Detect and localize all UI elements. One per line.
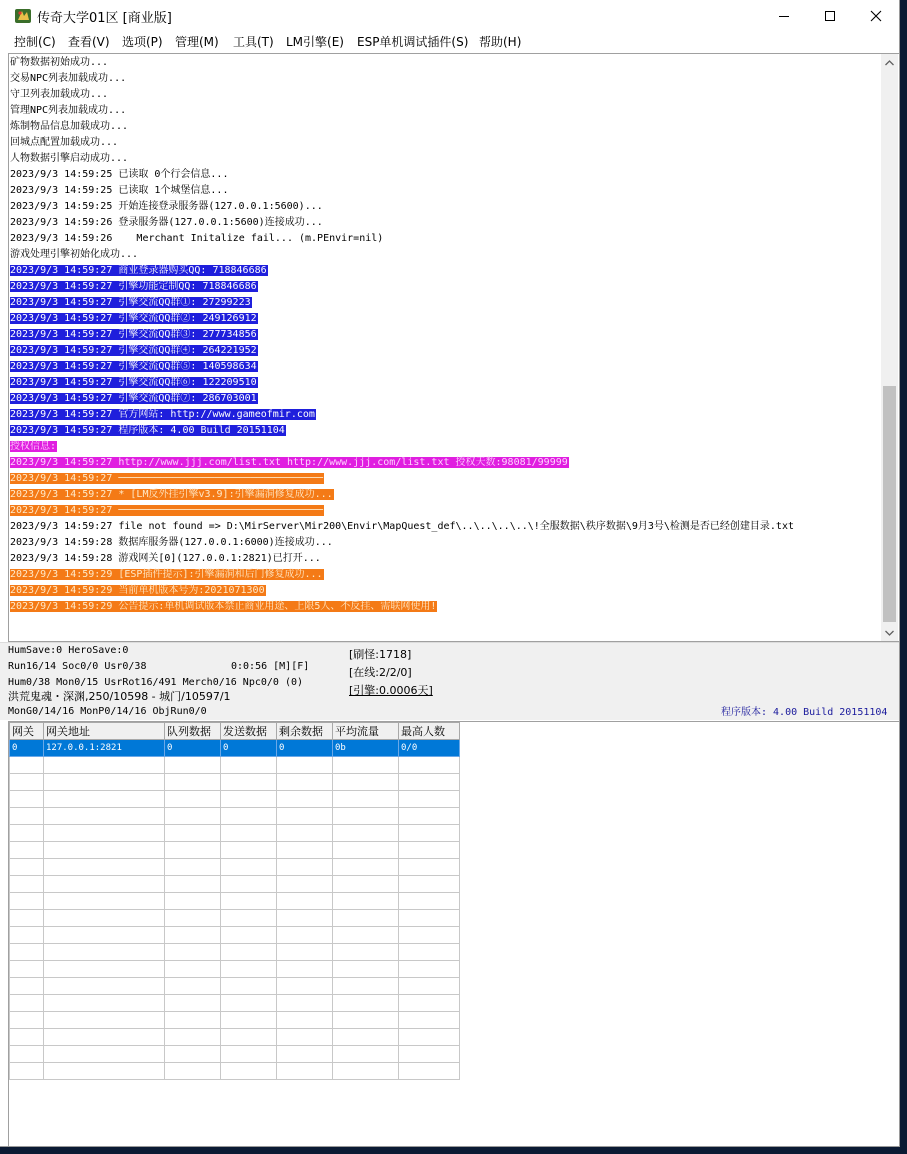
table-cell xyxy=(277,944,333,961)
status-online: [在线:2/2/0] xyxy=(349,666,412,679)
table-cell xyxy=(44,791,165,808)
table-cell xyxy=(221,1046,277,1063)
table-cell xyxy=(44,1063,165,1080)
log-line-text: 2023/9/3 14:59:29 公告提示:单机调试版本禁止商业用途、上限5人、不反挂、需联网使用! xyxy=(10,601,437,612)
log-line xyxy=(10,503,881,519)
table-cell xyxy=(221,995,277,1012)
log-line-text: 2023/9/3 14:59:27 引擎交流QQ群①: 27299223 xyxy=(10,297,251,308)
menu-control[interactable]: 控制(C) xyxy=(14,35,56,49)
table-cell xyxy=(10,842,44,859)
menu-manage[interactable]: 管理(M) xyxy=(175,35,219,49)
menu-tools[interactable]: 工具(T) xyxy=(233,35,274,49)
log-line-text: 2023/9/3 14:59:27 引擎交流QQ群④: 264221952 xyxy=(10,345,257,356)
table-cell xyxy=(399,1046,460,1063)
table-cell xyxy=(221,1029,277,1046)
minimize-button[interactable] xyxy=(761,0,807,31)
table-cell xyxy=(399,927,460,944)
table-cell xyxy=(333,1063,399,1080)
table-cell xyxy=(44,995,165,1012)
table-cell xyxy=(44,757,165,774)
table-cell xyxy=(44,910,165,927)
log-line xyxy=(10,87,881,103)
table-cell xyxy=(165,1029,221,1046)
log-line xyxy=(10,55,881,71)
log-line-text: 2023/9/3 14:59:27 商业登录器购买QQ: 718846686 xyxy=(10,265,267,276)
log-line-text: 2023/9/3 14:59:27 引擎交流QQ群③: 277734856 xyxy=(10,329,257,340)
app-icon xyxy=(14,7,32,25)
table-cell xyxy=(165,774,221,791)
table-cell xyxy=(221,1063,277,1080)
table-cell xyxy=(399,774,460,791)
table-cell xyxy=(333,757,399,774)
chevron-up-icon xyxy=(885,60,894,66)
table-cell xyxy=(165,791,221,808)
table-row-empty[interactable] xyxy=(10,944,460,961)
table-cell xyxy=(221,774,277,791)
table-cell xyxy=(44,978,165,995)
table-cell: 0 xyxy=(165,740,221,757)
table-cell xyxy=(399,859,460,876)
table-cell xyxy=(44,774,165,791)
table-cell xyxy=(333,876,399,893)
log-line-text: 炼制物品信息加载成功... xyxy=(10,121,129,132)
table-cell xyxy=(221,978,277,995)
log-line xyxy=(10,231,881,247)
table-cell xyxy=(333,944,399,961)
table-cell xyxy=(221,876,277,893)
table-row-empty[interactable] xyxy=(10,1012,460,1029)
log-line xyxy=(10,519,881,535)
log-line xyxy=(10,535,881,551)
table-cell xyxy=(277,757,333,774)
table-cell xyxy=(399,842,460,859)
table-cell xyxy=(277,1012,333,1029)
status-refresh: [刷怪:1718] xyxy=(349,648,412,661)
table-cell xyxy=(10,1012,44,1029)
table-cell xyxy=(165,927,221,944)
table-row-empty[interactable] xyxy=(10,961,460,978)
table-cell xyxy=(333,859,399,876)
table-cell xyxy=(221,791,277,808)
log-line-text: 2023/9/3 14:59:25 已读取 1个城堡信息... xyxy=(10,185,229,196)
table-cell xyxy=(333,893,399,910)
log-line xyxy=(10,375,881,391)
table-cell xyxy=(277,876,333,893)
log-line-text: 2023/9/3 14:59:27 程序版本: 4.00 Build 20151104 xyxy=(10,425,285,436)
minimize-icon xyxy=(778,10,790,22)
table-cell xyxy=(44,1046,165,1063)
log-line-text: 守卫列表加载成功... xyxy=(10,89,109,100)
table-row[interactable] xyxy=(10,740,460,757)
table-cell xyxy=(399,808,460,825)
log-line xyxy=(10,71,881,87)
table-cell xyxy=(44,893,165,910)
table-cell xyxy=(399,910,460,927)
log-line-text: 2023/9/3 14:59:28 游戏网关[0](127.0.0.1:2821)已打开... xyxy=(10,553,321,564)
table-cell xyxy=(399,944,460,961)
table-cell xyxy=(44,825,165,842)
log-line-text: 2023/9/3 14:59:27 引擎交流QQ群⑤: 140598634 xyxy=(10,361,257,372)
table-cell xyxy=(10,910,44,927)
table-cell xyxy=(277,995,333,1012)
log-line-text: 2023/9/3 14:59:27 * [LM反外挂引擎v3.9]:引擎漏洞修复成功... xyxy=(10,489,333,500)
log-line-text: 交易NPC列表加载成功... xyxy=(10,73,127,84)
table-cell xyxy=(399,825,460,842)
table-cell xyxy=(333,927,399,944)
log-line xyxy=(10,471,881,487)
table-cell xyxy=(44,961,165,978)
log-line-text: 管理NPC列表加载成功... xyxy=(10,105,127,116)
table-cell xyxy=(10,927,44,944)
log-line xyxy=(10,455,881,471)
log-line xyxy=(10,199,881,215)
table-cell xyxy=(221,1012,277,1029)
table-cell xyxy=(333,842,399,859)
log-line-text: 2023/9/3 14:59:26 登录服务器(127.0.0.1:5600)连接成功... xyxy=(10,217,323,228)
log-line-text: 2023/9/3 14:59:26 Merchant Initalize fail... (m.PEnvir=nil) xyxy=(10,233,384,244)
table-cell xyxy=(44,808,165,825)
status-run: Run16/14 Soc0/0 Usr0/38 xyxy=(8,661,147,672)
table-cell xyxy=(399,1029,460,1046)
table-row-empty[interactable] xyxy=(10,791,460,808)
table-cell xyxy=(277,825,333,842)
log-line-text: 2023/9/3 14:59:27 引擎交流QQ群⑦: 286703001 xyxy=(10,393,257,404)
status-panel xyxy=(0,642,899,720)
table-cell xyxy=(10,1029,44,1046)
table-cell xyxy=(399,791,460,808)
scroll-down-button[interactable] xyxy=(881,624,898,641)
window-title: 传奇大学01区 [商业版] xyxy=(37,11,172,26)
table-cell xyxy=(44,859,165,876)
table-cell xyxy=(333,774,399,791)
table-cell xyxy=(221,808,277,825)
table-cell xyxy=(333,1012,399,1029)
table-cell: 0 xyxy=(10,740,44,757)
table-row-empty[interactable] xyxy=(10,1046,460,1063)
log-line xyxy=(10,343,881,359)
log-line xyxy=(10,551,881,567)
grid-header-cell[interactable]: 平均流量 xyxy=(333,723,399,740)
table-cell xyxy=(165,825,221,842)
log-line xyxy=(10,439,881,455)
log-line-text: 2023/9/3 14:59:29 当前单机版本号为:2021071300 xyxy=(10,585,265,596)
table-cell xyxy=(221,910,277,927)
table-row-empty[interactable] xyxy=(10,978,460,995)
log-line-text: 2023/9/3 14:59:27 引擎功能定制QQ: 718846686 xyxy=(10,281,257,292)
log-line xyxy=(10,103,881,119)
table-cell xyxy=(221,927,277,944)
table-row-empty[interactable] xyxy=(10,1029,460,1046)
table-cell xyxy=(277,893,333,910)
table-cell xyxy=(277,910,333,927)
log-line xyxy=(10,583,881,599)
table-cell xyxy=(10,825,44,842)
table-cell xyxy=(277,961,333,978)
table-cell xyxy=(333,1046,399,1063)
table-cell xyxy=(277,978,333,995)
menu-bar xyxy=(0,31,899,51)
grid-header-cell[interactable]: 队列数据 xyxy=(165,723,221,740)
table-cell xyxy=(44,842,165,859)
status-save: HumSave:0 HeroSave:0 xyxy=(8,645,129,656)
table-cell xyxy=(221,944,277,961)
log-line-text: 2023/9/3 14:59:27 ────────────────────────────────── xyxy=(10,473,324,484)
table-row-empty[interactable] xyxy=(10,774,460,791)
log-line xyxy=(10,135,881,151)
table-cell xyxy=(333,825,399,842)
log-line-text: 矿物数据初始成功... xyxy=(10,57,109,68)
table-cell xyxy=(165,808,221,825)
log-line-text: 2023/9/3 14:59:27 ────────────────────────────────── xyxy=(10,505,324,516)
log-line-text: 游戏处理引擎初始化成功... xyxy=(10,249,139,260)
table-cell xyxy=(10,944,44,961)
table-row-empty[interactable] xyxy=(10,876,460,893)
menu-help[interactable]: 帮助(H) xyxy=(479,35,522,49)
log-line-text: 2023/9/3 14:59:27 引擎交流QQ群⑥: 122209510 xyxy=(10,377,257,388)
log-line xyxy=(10,183,881,199)
table-cell xyxy=(165,1063,221,1080)
table-cell xyxy=(165,1046,221,1063)
table-cell xyxy=(277,1046,333,1063)
grid-header-cell[interactable]: 最高人数 xyxy=(399,723,460,740)
table-cell xyxy=(10,1046,44,1063)
table-cell xyxy=(165,910,221,927)
table-cell xyxy=(10,876,44,893)
log-line-text: 2023/9/3 14:59:29 [ESP插件提示]:引擎漏洞和后门修复成功... xyxy=(10,569,323,580)
grid-header-row xyxy=(10,723,460,740)
log-line-text: 2023/9/3 14:59:28 数据库服务器(127.0.0.1:6000)连接成功... xyxy=(10,537,333,548)
scroll-thumb[interactable] xyxy=(883,386,896,622)
log-line xyxy=(10,391,881,407)
log-line xyxy=(10,295,881,311)
table-cell xyxy=(165,1012,221,1029)
table-cell: 0 xyxy=(277,740,333,757)
log-line xyxy=(10,167,881,183)
table-cell xyxy=(165,859,221,876)
table-cell xyxy=(44,876,165,893)
table-cell xyxy=(165,876,221,893)
log-line xyxy=(10,327,881,343)
table-cell xyxy=(44,1012,165,1029)
table-cell: 0/0 xyxy=(399,740,460,757)
table-cell xyxy=(165,893,221,910)
log-line xyxy=(10,215,881,231)
table-cell xyxy=(333,1029,399,1046)
table-cell xyxy=(277,927,333,944)
status-monster: 洪荒鬼魂・深渊,250/10598 - 城门/10597/1 xyxy=(8,690,231,703)
log-line-text: 2023/9/3 14:59:27 引擎交流QQ群②: 249126912 xyxy=(10,313,257,324)
log-line-text: 2023/9/3 14:59:25 已读取 0个行会信息... xyxy=(10,169,229,180)
log-line-text: 2023/9/3 14:59:27 file not found => D:\MirServer\Mir200\Envir\MapQuest_def\..\..\..\..\!全服数据\秩序数据\9月3号\检测是否已经创建目录.txt xyxy=(10,521,794,532)
log-line xyxy=(10,311,881,327)
log-line xyxy=(10,407,881,423)
table-row-empty[interactable] xyxy=(10,825,460,842)
table-cell xyxy=(165,961,221,978)
menu-esp-plugin[interactable]: ESP单机调试插件(S) xyxy=(357,35,469,49)
table-cell xyxy=(44,927,165,944)
chevron-down-icon xyxy=(885,630,894,636)
version-label: 程序版本: 4.00 Build 20151104 xyxy=(721,707,888,718)
grid-header-cell[interactable]: 剩余数据 xyxy=(277,723,333,740)
log-line xyxy=(10,119,881,135)
table-cell: 127.0.0.1:2821 xyxy=(44,740,165,757)
status-timer: 0:0:56 [M][F] xyxy=(231,661,310,672)
table-cell xyxy=(10,978,44,995)
table-cell xyxy=(10,961,44,978)
gateway-grid[interactable] xyxy=(8,721,900,1147)
table-row-empty[interactable] xyxy=(10,757,460,774)
grid-header-cell[interactable]: 发送数据 xyxy=(221,723,277,740)
table-cell xyxy=(399,961,460,978)
table-cell xyxy=(10,893,44,910)
table-cell xyxy=(277,859,333,876)
log-line xyxy=(10,247,881,263)
log-line xyxy=(10,279,881,295)
table-cell xyxy=(333,961,399,978)
table-cell xyxy=(10,995,44,1012)
table-cell xyxy=(10,791,44,808)
log-line xyxy=(10,359,881,375)
maximize-button[interactable] xyxy=(807,0,853,31)
grid-header-cell[interactable]: 网关 xyxy=(10,723,44,740)
table-cell xyxy=(221,842,277,859)
table-row-empty[interactable] xyxy=(10,1063,460,1080)
table-cell xyxy=(165,944,221,961)
log-scrollbar[interactable] xyxy=(881,54,898,641)
log-line-text: 人物数据引擎启动成功... xyxy=(10,153,129,164)
log-memo[interactable] xyxy=(8,53,900,642)
table-cell xyxy=(165,995,221,1012)
log-line xyxy=(10,423,881,439)
log-line-text: 2023/9/3 14:59:27 官方网站: http://www.gameofmir.com xyxy=(10,409,315,420)
status-engine[interactable]: [引擎:0.0006天] xyxy=(349,684,433,697)
status-counts: Hum0/38 Mon0/15 UsrRot16/491 Merch0/16 Npc0/0 (0) xyxy=(8,677,304,688)
table-cell xyxy=(277,791,333,808)
log-line xyxy=(10,263,881,279)
close-button[interactable] xyxy=(853,0,899,31)
table-cell xyxy=(44,1029,165,1046)
table-cell xyxy=(277,1063,333,1080)
table-cell xyxy=(10,757,44,774)
table-cell xyxy=(333,910,399,927)
log-line-text: 2023/9/3 14:59:25 开始连接登录服务器(127.0.0.1:5600)... xyxy=(10,201,323,212)
table-cell xyxy=(10,859,44,876)
table-cell xyxy=(277,808,333,825)
log-line-text: 授权信息: xyxy=(10,441,57,452)
table-cell xyxy=(333,791,399,808)
table-cell xyxy=(221,825,277,842)
table-cell xyxy=(165,842,221,859)
log-line xyxy=(10,567,881,583)
table-row-empty[interactable] xyxy=(10,859,460,876)
menu-view[interactable]: 查看(V) xyxy=(68,35,110,49)
table-row-empty[interactable] xyxy=(10,995,460,1012)
log-line xyxy=(10,151,881,167)
log-line-text: 回城点配置加载成功... xyxy=(10,137,119,148)
table-cell xyxy=(399,876,460,893)
table-row-empty[interactable] xyxy=(10,927,460,944)
table-cell: 0b xyxy=(333,740,399,757)
table-row-empty[interactable] xyxy=(10,842,460,859)
log-line xyxy=(10,487,881,503)
gateway-table xyxy=(9,722,460,1080)
scroll-up-button[interactable] xyxy=(881,54,898,71)
table-cell xyxy=(10,1063,44,1080)
log-line-text: 2023/9/3 14:59:27 http://www.jjj.com/list.txt http://www.jjj.com/list.txt 授权天数:98081/99999 xyxy=(10,457,568,468)
menu-lm-engine[interactable]: LM引擎(E) xyxy=(286,35,344,49)
table-cell xyxy=(10,774,44,791)
table-cell xyxy=(221,961,277,978)
table-cell xyxy=(221,757,277,774)
table-row-empty[interactable] xyxy=(10,893,460,910)
table-row-empty[interactable] xyxy=(10,910,460,927)
menu-options[interactable]: 选项(P) xyxy=(122,35,163,49)
table-cell xyxy=(333,995,399,1012)
table-cell xyxy=(399,1063,460,1080)
table-row-empty[interactable] xyxy=(10,808,460,825)
table-cell xyxy=(165,757,221,774)
table-cell xyxy=(221,859,277,876)
table-cell xyxy=(44,944,165,961)
close-icon xyxy=(870,10,882,22)
table-cell xyxy=(333,808,399,825)
table-cell xyxy=(277,774,333,791)
log-lines xyxy=(10,55,881,615)
table-cell xyxy=(399,995,460,1012)
table-cell xyxy=(277,842,333,859)
grid-header-cell[interactable]: 网关地址 xyxy=(44,723,165,740)
table-cell xyxy=(333,978,399,995)
table-cell xyxy=(277,1029,333,1046)
status-mon-process: MonG0/14/16 MonP0/14/16 ObjRun0/0 xyxy=(8,706,207,717)
title-bar[interactable] xyxy=(0,0,899,31)
table-cell: 0 xyxy=(221,740,277,757)
table-cell xyxy=(10,808,44,825)
log-line xyxy=(10,599,881,615)
table-cell xyxy=(399,893,460,910)
maximize-icon xyxy=(824,10,836,22)
table-cell xyxy=(399,757,460,774)
table-cell xyxy=(399,978,460,995)
table-cell xyxy=(399,1012,460,1029)
table-cell xyxy=(165,978,221,995)
table-cell xyxy=(221,893,277,910)
